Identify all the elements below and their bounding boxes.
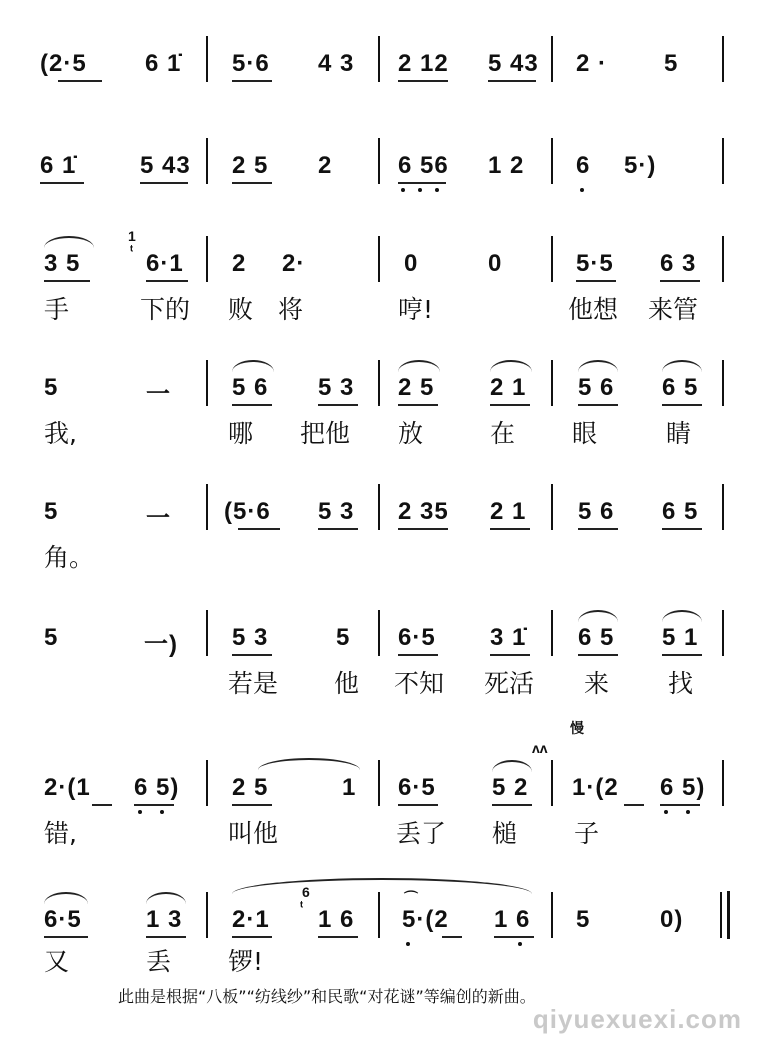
lyric: 哪 (228, 419, 254, 448)
note-group: 0) (660, 906, 684, 933)
lyric: 手 (44, 295, 70, 324)
lyric: 睛 (666, 419, 692, 448)
note-group: 1·(2 (572, 774, 619, 801)
note-group: 5 1 (662, 624, 699, 651)
lyric: 放 (398, 419, 424, 448)
note-group: 6 3 (660, 250, 697, 277)
bar-line (551, 892, 553, 938)
note-group: 6 5) (660, 774, 706, 801)
lyric: 下的 (140, 295, 191, 324)
note-group: 6 (576, 152, 591, 179)
note-group: 2 1 (490, 374, 527, 401)
note-group: 1 6 (318, 906, 355, 933)
note-group: 5 (576, 906, 591, 933)
bar-line (722, 484, 724, 530)
note-group: 5 (664, 50, 679, 77)
bar-line (722, 236, 724, 282)
bar-line (206, 36, 208, 82)
lyric: 找 (668, 669, 694, 698)
note-group: 5 (44, 498, 59, 525)
bar-line (551, 360, 553, 406)
bar-line (206, 236, 208, 282)
note-group: 2 5 (398, 374, 435, 401)
note-group: 6 5 (662, 374, 699, 401)
tempo-mark: 慢 (570, 720, 584, 736)
note-group: 2·1 (232, 906, 270, 933)
bar-line (378, 36, 380, 82)
bar-line (206, 892, 208, 938)
lyric: 眼 (572, 419, 598, 448)
lyric: 丢了 (396, 819, 447, 848)
note-group: (5·6 (224, 498, 271, 525)
bar-line (206, 760, 208, 806)
note-group: 一) (144, 631, 178, 658)
lyric: 来 (584, 669, 610, 698)
lyric: 若是 (228, 669, 279, 698)
note-group: 2 (318, 152, 333, 179)
note-group: 5 6 (578, 374, 615, 401)
note-group: 5 43 (140, 152, 191, 179)
lyric: 叫他 (228, 819, 279, 848)
bar-line (378, 360, 380, 406)
note-group: 0 (488, 250, 503, 277)
note-group: 5·) (624, 152, 657, 179)
note-group: 5·(2 (402, 906, 449, 933)
bar-line (551, 484, 553, 530)
note-group: 3 5 (44, 250, 81, 277)
lyric: 他 (334, 669, 360, 698)
bar-line (722, 360, 724, 406)
bar-line (722, 610, 724, 656)
note-group: 2· (282, 250, 306, 277)
note-group: 2 1 (490, 498, 527, 525)
lyric: 我, (44, 419, 77, 448)
note-group: 5 6 (232, 374, 269, 401)
lyric: 错, (44, 819, 77, 848)
note-group: 5 43 (488, 50, 539, 77)
note-group: 6 5) (134, 774, 180, 801)
note-group: 5 (44, 624, 59, 651)
note-group: 5 3 (232, 624, 269, 651)
note-group: 2 (232, 250, 247, 277)
bar-line (551, 236, 553, 282)
note-group: 6 1̇ (145, 50, 182, 77)
note-group: 5 3 (318, 498, 355, 525)
bar-line (378, 760, 380, 806)
note-group: 一 (146, 505, 171, 532)
note-group: (2·5 (40, 50, 87, 77)
bar-line (378, 484, 380, 530)
note-group: 2 5 (232, 774, 269, 801)
note-group: 4 3 (318, 50, 355, 77)
footnote: 此曲是根据“八板”“纺线纱”和民歌“对花谜”等编创的新曲。 (118, 987, 536, 1006)
lyric: 死活 (484, 669, 535, 698)
bar-line (551, 36, 553, 82)
note-group: 1 (342, 774, 357, 801)
note-group: 6 56 (398, 152, 449, 179)
note-group: 5 3 (318, 374, 355, 401)
note-group: 1 6 (494, 906, 531, 933)
bar-line (722, 138, 724, 184)
watermark: qiyuexuexi.com (532, 1004, 742, 1034)
bar-line (378, 610, 380, 656)
bar-line (378, 236, 380, 282)
note-group: 5 (44, 374, 59, 401)
lyric: 子 (574, 819, 600, 848)
lyric: 锣! (228, 947, 264, 976)
note-group: 3 1̇ (490, 624, 527, 651)
bar-line (206, 610, 208, 656)
bar-line (206, 484, 208, 530)
note-group: 2 35 (398, 498, 449, 525)
bar-line (722, 36, 724, 82)
note-group: 5·6 (232, 50, 270, 77)
note-group: 2 12 (398, 50, 449, 77)
lyric: 把他 (300, 419, 351, 448)
lyric: 又 (44, 947, 70, 976)
note-group: 一 (146, 381, 171, 408)
note-group: 5 (336, 624, 351, 651)
lyric: 来管 (648, 295, 699, 324)
note-group: 0 (404, 250, 419, 277)
lyric: 败 (228, 295, 254, 324)
note-group: 5 6 (578, 498, 615, 525)
note-group: 2 5 (232, 152, 269, 179)
bar-line (551, 760, 553, 806)
bar-line (551, 138, 553, 184)
note-group: 6 5 (662, 498, 699, 525)
note-group: 6·5 (398, 624, 436, 651)
note-group: 6·5 (44, 906, 82, 933)
note-group: 6 5 (578, 624, 615, 651)
bar-line (206, 360, 208, 406)
note-group: 5 2 (492, 774, 529, 801)
lyric: 将 (278, 295, 304, 324)
lyric: 他想 (568, 295, 619, 324)
bar-line (720, 892, 722, 938)
note-group: 6·1 (146, 250, 184, 277)
lyric: 哼! (398, 295, 434, 324)
note-group: 2·(1 (44, 774, 91, 801)
final-bar-line (727, 891, 730, 939)
note-group: 2 · (576, 50, 608, 77)
bar-line (378, 892, 380, 938)
bar-line (551, 610, 553, 656)
lyric: 丢 (146, 947, 172, 976)
bar-line (378, 138, 380, 184)
bar-line (206, 138, 208, 184)
lyric: 不知 (394, 669, 445, 698)
note-group: 6·5 (398, 774, 436, 801)
lyric: 角。 (44, 543, 95, 572)
note-group: 1 3 (146, 906, 183, 933)
bar-line (722, 760, 724, 806)
note-group: 1 2 (488, 152, 525, 179)
note-group: 6 1̇ (40, 152, 77, 179)
lyric: 槌 (492, 819, 518, 848)
note-group: 5·5 (576, 250, 614, 277)
lyric: 在 (490, 419, 516, 448)
